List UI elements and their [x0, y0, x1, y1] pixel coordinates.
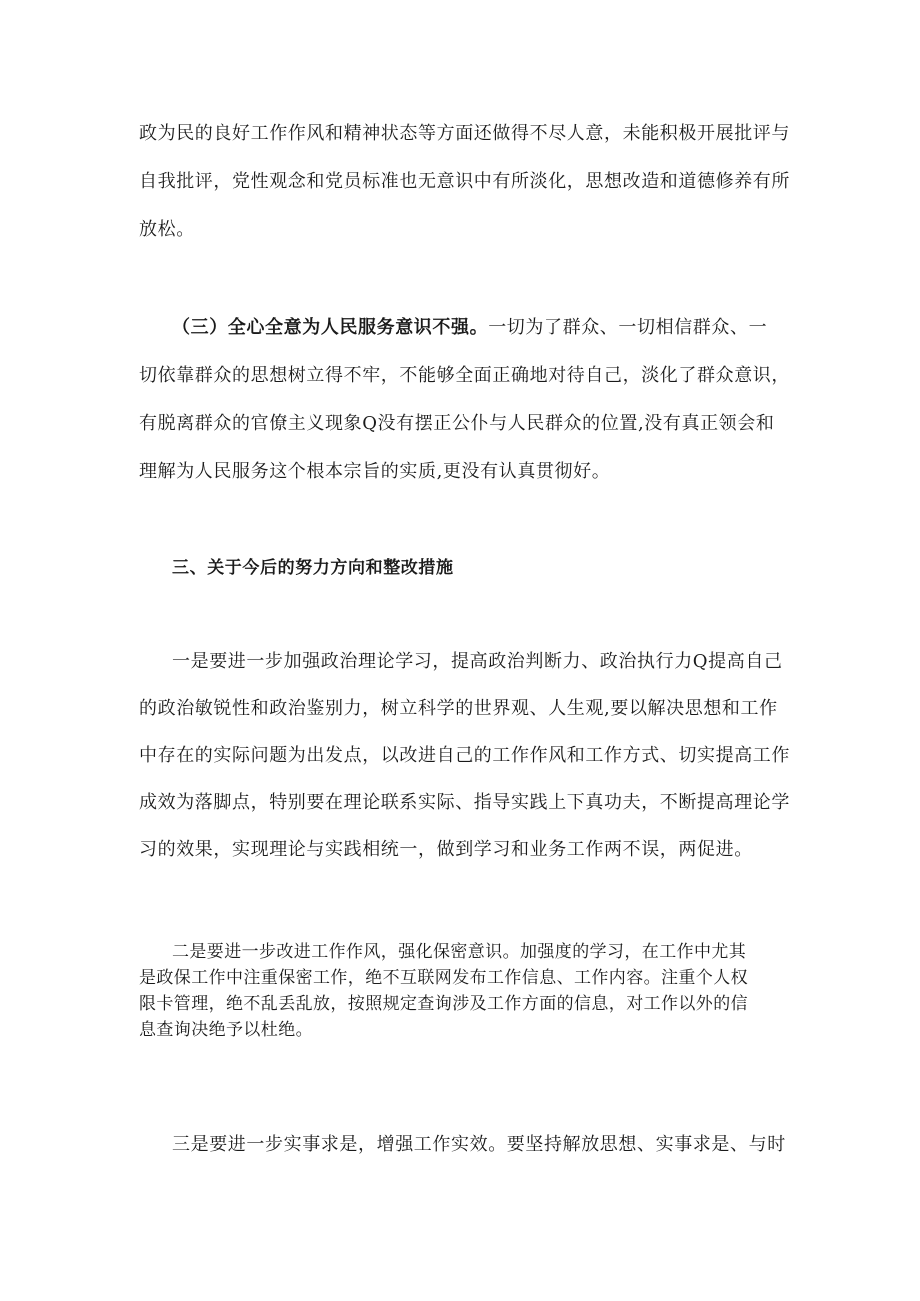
paragraph-1-line-1: 政为民的良好工作作风和精神状态等方面还做得不尽人意，未能积极开展批评与	[139, 123, 790, 144]
paragraph-1-line-2: 自我批评，党性观念和党员标准也无意识中有所淡化，思想改造和道德修养有所	[139, 171, 790, 192]
paragraph-3-line-3: 中存在的实际问题为出发点，以改进自己的工作作风和工作方式、切实提高工作	[139, 745, 790, 766]
section-heading: 三、关于今后的努力方向和整改措施	[172, 558, 454, 578]
paragraph-3-line-5: 习的效果，实现理论与实践相统一，做到学习和业务工作两不误，两促进。	[139, 839, 753, 860]
paragraph-2-lead-rest: 一切为了群众、一切相信群众、一	[488, 317, 768, 338]
paragraph-2-line-1	[172, 316, 789, 340]
paragraph-3-line-1: 一是要进一步加强政治理论学习，提高政治判断力、政治执行力Q提高自己	[172, 651, 783, 672]
paragraph-3-line-4: 成效为落脚点，特别要在理论联系实际、指导实践上下真功夫，不断提高理论学	[139, 792, 790, 813]
paragraph-4-line-3: 限卡管理，绝不乱丢乱放，按照规定查询涉及工作方面的信息，对工作以外的信	[139, 994, 748, 1014]
paragraph-2-line-3: 有脱离群众的官僚主义现象Q没有摆正公仆与人民群众的位置,没有真正领会和	[139, 413, 775, 434]
paragraph-4-line-4: 息查询决绝予以杜绝。	[139, 1020, 313, 1040]
paragraph-1-line-3: 放松。	[139, 219, 195, 240]
paragraph-3-line-2: 的政治敏锐性和政治鉴别力，树立科学的世界观、人生观,要以解决思想和工作	[139, 698, 778, 719]
paragraph-2-line-4: 理解为人民服务这个根本宗旨的实质,更没有认真贯彻好。	[139, 461, 611, 482]
paragraph-2-bold-lead: （三）全心全意为人民服务意识不强。	[172, 317, 489, 338]
paragraph-4-line-2: 是政保工作中注重保密工作，绝不互联网发布工作信息、工作内容。注重个人权	[139, 968, 748, 988]
paragraph-2-line-2: 切依靠群众的思想树立得不牢，不能够全面正确地对待自己，淡化了群众意识，	[139, 365, 790, 386]
paragraph-5-line-1: 三是要进一步实事求是，增强工作实效。要坚持解放思想、实事求是、与时	[172, 1134, 786, 1155]
paragraph-4-line-1: 二是要进一步改进工作作风，强化保密意识。加强度的学习，在工作中尤其	[172, 942, 747, 962]
